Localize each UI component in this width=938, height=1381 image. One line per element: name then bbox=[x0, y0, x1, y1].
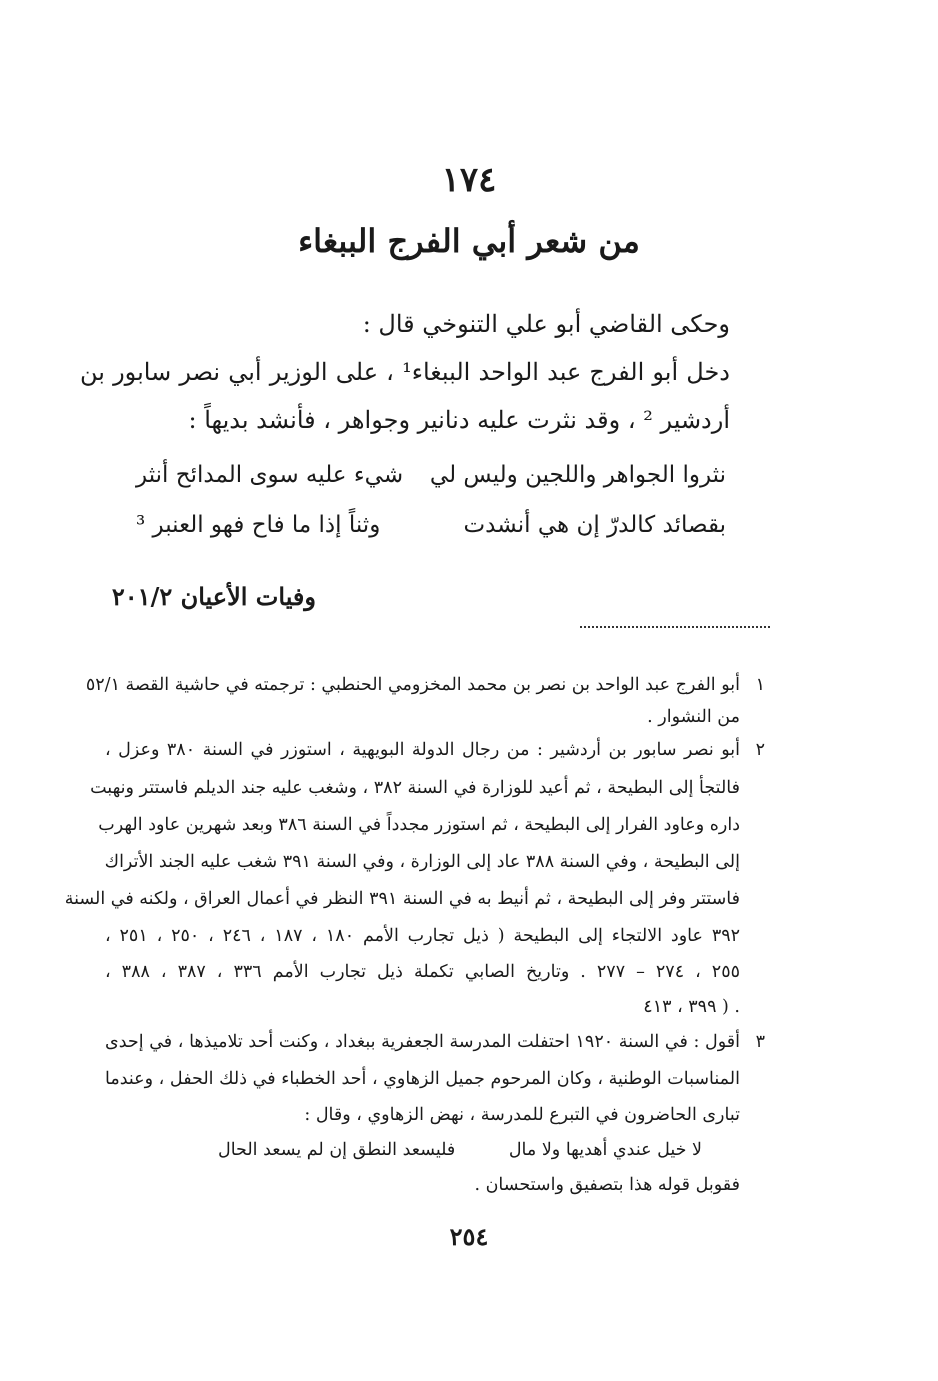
footnote-2-line-1: أبو نصر سابور بن أردشير : من رجال الدولة البويهية ، استوزر في السنة ٣٨٠ وعزل ، bbox=[105, 740, 740, 760]
footnote-2-line-4: إلى البطيحة ، وفي السنة ٣٨٨ عاد إلى الوزارة ، وفي السنة ٣٩١ شغب عليه الجند الأتراك bbox=[104, 852, 740, 872]
footnote-1-line-1: أبو الفرج عبد الواحد بن نصر بن محمد المخزومي الحنطبي : ترجمته في حاشية القصة ٥٢/١ bbox=[85, 675, 740, 695]
footnote-1-line-2: من النشوار . bbox=[647, 707, 740, 727]
body-line-1: وحكى القاضي أبو علي التنوخي قال : bbox=[362, 310, 730, 338]
footnote-2-line-2: فالتجأ إلى البطيحة ، ثم أعيد للوزارة في السنة ٣٨٢ ، وشغب عليه جند الديلم فاستتر ونهبت bbox=[90, 778, 740, 798]
footnote-2-number: ٢ bbox=[755, 740, 765, 760]
footnote-2-line-6: ٣٩٢ عاود الالتجاء إلى البطيحة ( ذيل تجارب الأمم ١٨٠ ، ١٨٧ ، ٢٤٦ ، ٢٥٠ ، ٢٥١ ، bbox=[105, 926, 741, 946]
footnote-2-line-8: ٣٩٩ ، ٤١٣ ) . bbox=[643, 997, 740, 1017]
footnote-3-line-3: تبارى الحاضرون في التبرع للمدرسة ، نهض الزهاوي ، وقال : bbox=[304, 1105, 740, 1125]
footnote-3-line-1: أقول : في السنة ١٩٢٠ احتفلت المدرسة الجعفرية ببغداد ، وكنت أحد تلاميذها ، في إحدى bbox=[105, 1032, 740, 1052]
footnote-3-number: ٣ bbox=[755, 1032, 765, 1052]
footnote-3-closing: فقوبل قوله هذا بتصفيق واستحسان . bbox=[474, 1175, 740, 1195]
footnote-2-line-3: داره وعاود الفرار إلى البطيحة ، ثم استوزر مجدداً في السنة ٣٨٦ وبعد شهرين عاود الهرب bbox=[98, 815, 740, 835]
source-citation: وفيات الأعيان ٢٠١/٢ bbox=[111, 582, 316, 611]
footnote-3-verse-first-hemistich: لا خيل عندي أهديها ولا مال bbox=[508, 1140, 702, 1160]
poem-verse-1-second-hemistich: شيء عليه سوى المدائح أنثر bbox=[136, 462, 404, 488]
footnote-2-line-5: فاستتر وفر إلى البطيحة ، ثم أنيط به في السنة ٣٩١ النظر في أعمال العراق ، ولكنه في السنة bbox=[64, 889, 740, 909]
poem-verse-1-first-hemistich: نثروا الجواهر واللجين وليس لي bbox=[429, 462, 726, 488]
poem-verse-2-first-hemistich: بقصائد كالدرّ إن هي أنشدت bbox=[463, 512, 726, 538]
page-number: ٢٥٤ bbox=[449, 1222, 489, 1251]
body-line-3: أردشير ² ، وقد نثرت عليه دنانير وجواهر ، فأنشد بديهاً : bbox=[188, 406, 730, 434]
poem-verse-2-second-hemistich: وثناً إذا ما فاح فهو العنبر ³ bbox=[136, 512, 381, 538]
footnote-divider bbox=[580, 626, 770, 628]
footnote-2-line-7: ٢٥٥ ، ٢٧٤ – ٢٧٧ . وتاريخ الصابي تكملة ذيل تجارب الأمم ٣٣٦ ، ٣٨٧ ، ٣٨٨ ، bbox=[105, 962, 740, 982]
footnote-3-verse-second-hemistich: فليسعد النطق إن لم يسعد الحال bbox=[218, 1140, 456, 1160]
story-number: ١٧٤ bbox=[441, 160, 497, 200]
story-title: من شعر أبي الفرج الببغاء bbox=[298, 222, 640, 260]
footnote-1-number: ١ bbox=[755, 675, 765, 695]
body-line-2: دخل أبو الفرج عبد الواحد الببغاء¹ ، على الوزير أبي نصر سابور بن bbox=[80, 358, 730, 386]
footnote-3-line-2: المناسبات الوطنية ، وكان المرحوم جميل الزهاوي ، أحد الخطباء في ذلك الحفل ، وعندما bbox=[105, 1069, 740, 1089]
